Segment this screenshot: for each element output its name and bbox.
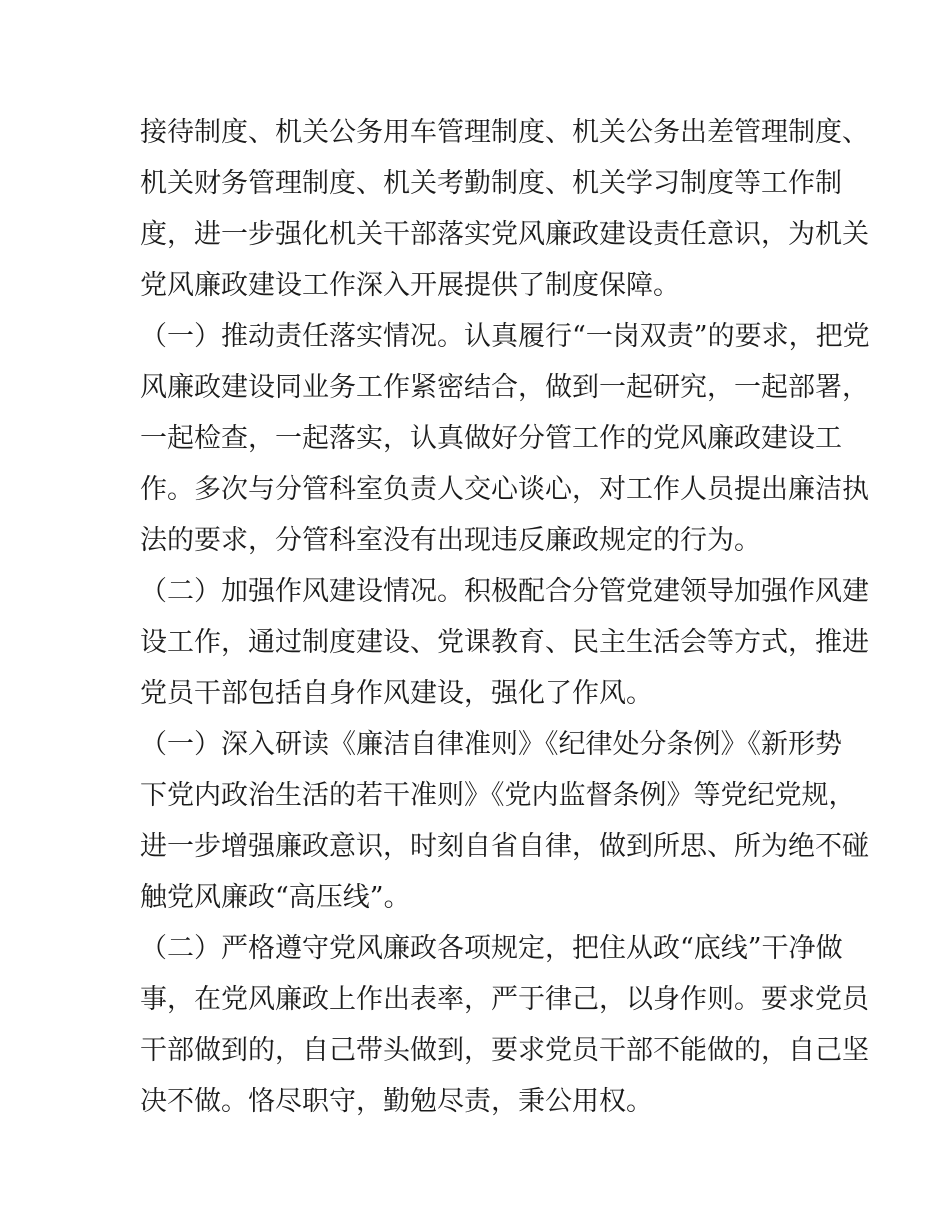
text-line: 党员干部包括自身作风建设，强化了作风。: [140, 678, 653, 709]
text-line: 一起检查，一起落实，认真做好分管工作的党风廉政建设工: [140, 423, 842, 454]
text-line: 干部做到的，自己带头做到，要求党员干部不能做的，自己坚: [140, 1035, 869, 1066]
text-line: （一）推动责任落实情况。认真履行“一岗双责”的要求，把党: [140, 321, 870, 352]
text-line: （二）严格遵守党风廉政各项规定，把住从政“底线”干净做: [140, 933, 843, 964]
text-line: （二）加强作风建设情况。积极配合分管党建领导加强作风建: [140, 576, 869, 607]
text-line: 决不做。恪尽职守，勤勉尽责，秉公用权。: [140, 1086, 653, 1117]
text-line: 进一步增强廉政意识，时刻自省自律，做到所思、所为绝不碰: [140, 831, 869, 862]
text-line: 作。多次与分管科室负责人交心谈心，对工作人员提出廉洁执: [140, 474, 869, 505]
paragraph-responsibility: [140, 311, 870, 566]
text-line: 党风廉政建设工作深入开展提供了制度保障。: [140, 270, 680, 301]
text-line: 法的要求，分管科室没有出现违反廉政规定的行为。: [140, 525, 761, 556]
text-line: 下党内政治生活的若干准则》《党内监督条例》等党纪党规，: [140, 780, 856, 811]
text-line: 度，进一步强化机关干部落实党风廉政建设责任意识，为机关: [140, 219, 869, 250]
paragraph-abide-rules: [140, 923, 869, 1127]
text-line: 触党风廉政“高压线”。: [140, 882, 411, 913]
paragraph-work-style: [140, 566, 869, 719]
text-line: 事，在党风廉政上作出表率，严于律己，以身作则。要求党员: [140, 984, 869, 1015]
text-line: 风廉政建设同业务工作紧密结合，做到一起研究，一起部署，: [140, 372, 869, 403]
text-line: 接待制度、机关公务用车管理制度、机关公务出差管理制度、: [140, 117, 869, 148]
paragraph-system-guarantee: [140, 107, 869, 311]
text-line: 设工作，通过制度建设、党课教育、民主生活会等方式，推进: [140, 627, 869, 658]
text-line: （一）深入研读《廉洁自律准则》《纪律处分条例》《新形势: [140, 729, 842, 760]
paragraph-study-regulations: [140, 719, 869, 923]
text-line: 机关财务管理制度、机关考勤制度、机关学习制度等工作制: [140, 168, 842, 199]
document-body: [140, 107, 870, 1127]
